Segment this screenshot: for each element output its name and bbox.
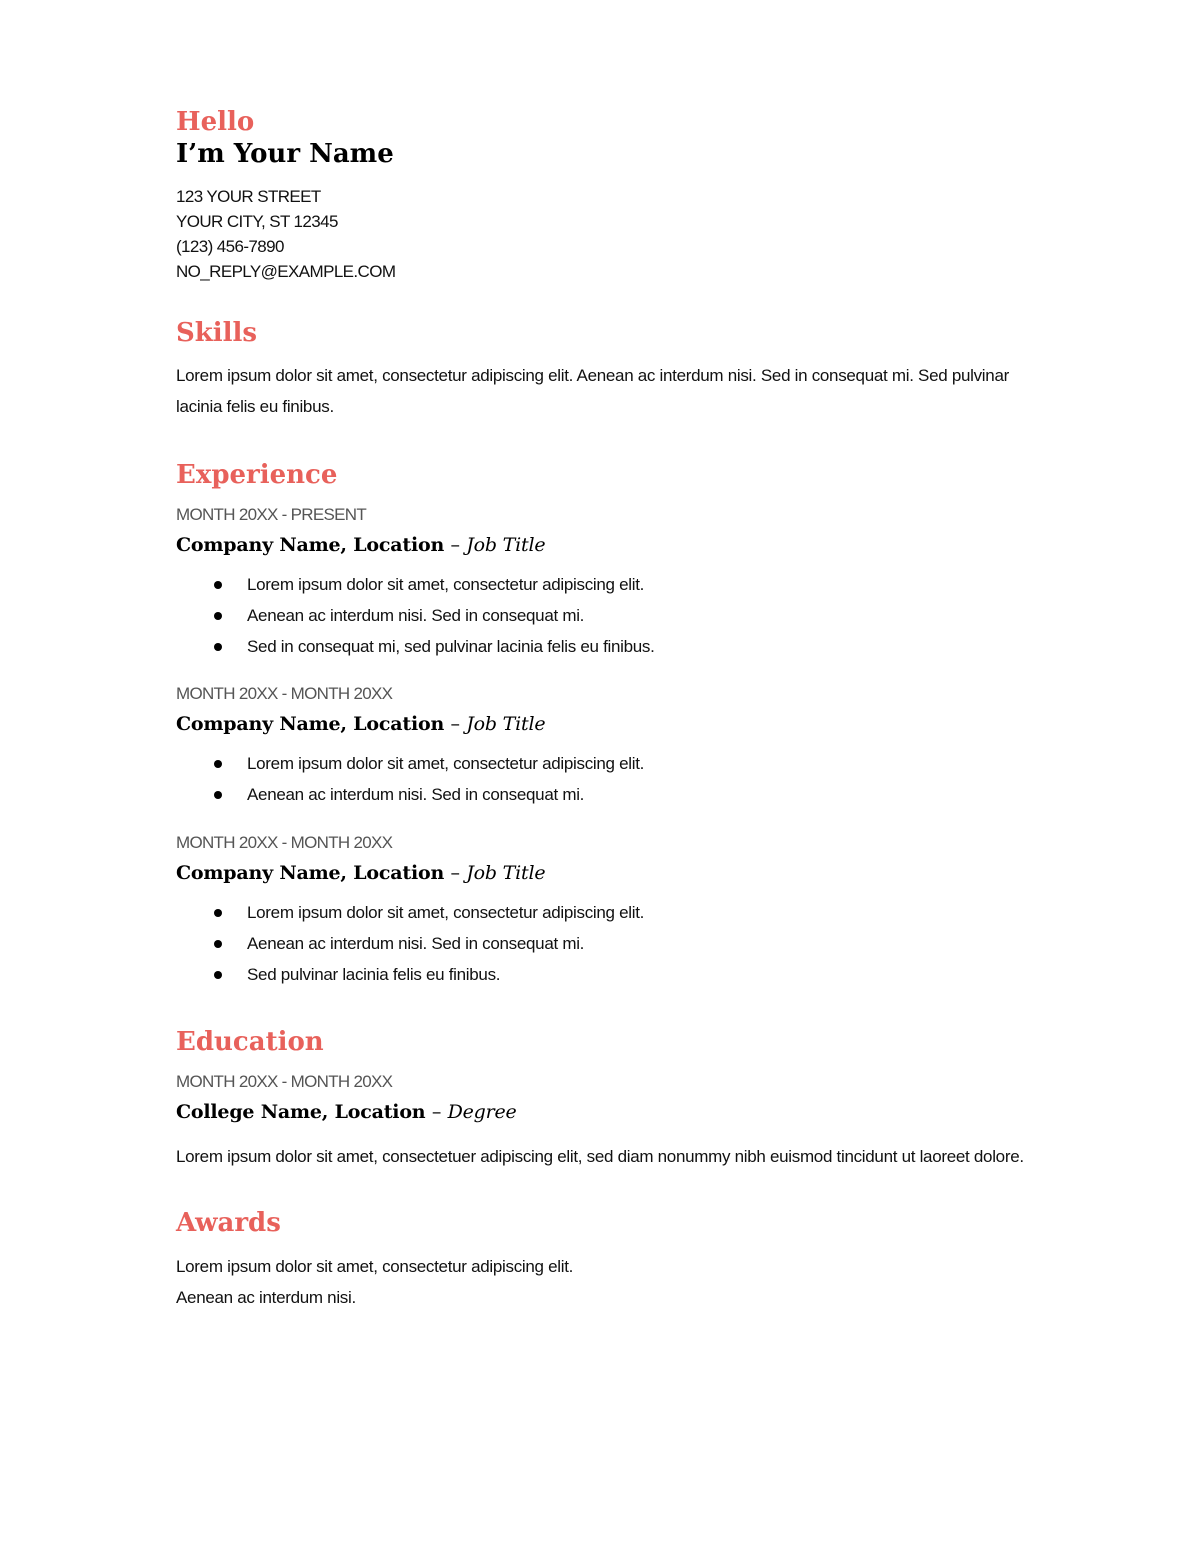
job-dash: –: [450, 534, 460, 556]
job-company: Company Name, Location: [176, 713, 445, 735]
job-bullet: [176, 600, 1036, 631]
experience-section: [176, 459, 1036, 990]
job-entry: [176, 499, 1036, 662]
education-degree: Degree: [447, 1101, 517, 1123]
job-title: Job Title: [466, 713, 546, 735]
awards-heading: Awards: [176, 1208, 281, 1238]
job-date: MONTH 20XX - MONTH 20XX: [176, 833, 393, 852]
job-bullet: [176, 569, 1036, 600]
contact-block: [176, 184, 1036, 284]
job-bullet: [176, 928, 1036, 959]
bullet-text: Sed pulvinar lacinia felis eu finibus.: [247, 965, 501, 984]
education-heading: Education: [176, 1027, 324, 1057]
job-dash: –: [450, 862, 460, 884]
bullet-text: Lorem ipsum dolor sit amet, consectetur adipiscing elit.: [247, 575, 645, 594]
job-bullets: [176, 569, 1036, 662]
job-title: Job Title: [466, 534, 546, 556]
job-company: Company Name, Location: [176, 534, 445, 556]
contact-street: 123 YOUR STREET: [176, 187, 321, 206]
resume-page: [176, 106, 1036, 1313]
job-title: Job Title: [466, 862, 546, 884]
job-bullets: [176, 748, 1036, 810]
job-role: [176, 858, 1036, 889]
job-role: [176, 530, 1036, 561]
skills-section: [176, 317, 1036, 422]
job-bullet: [176, 779, 1036, 810]
job-entry: [176, 678, 1036, 810]
bullet-dot-icon: [214, 909, 222, 917]
job-bullet: [176, 897, 1036, 928]
bullet-dot-icon: [214, 940, 222, 948]
bullet-text: Aenean ac interdum nisi. Sed in consequat mi.: [247, 934, 585, 953]
job-bullet: [176, 959, 1036, 990]
awards-list: [176, 1251, 1036, 1313]
contact-city: YOUR CITY, ST 12345: [176, 212, 338, 231]
job-date: MONTH 20XX - PRESENT: [176, 505, 367, 524]
bullet-dot-icon: [214, 791, 222, 799]
education-dash: –: [431, 1101, 442, 1123]
bullet-dot-icon: [214, 612, 222, 620]
bullet-text: Sed in consequat mi, sed pulvinar lacinia felis eu finibus.: [247, 637, 655, 656]
bullet-text: Aenean ac interdum nisi. Sed in consequat mi.: [247, 785, 585, 804]
education-section: [176, 1026, 1036, 1172]
job-bullet: [176, 631, 1036, 662]
job-bullets: [176, 897, 1036, 990]
education-role: [176, 1097, 1036, 1128]
bullet-dot-icon: [214, 581, 222, 589]
education-date: MONTH 20XX - MONTH 20XX: [176, 1072, 393, 1091]
resume-header: [176, 106, 1036, 284]
greeting-heading: Hello: [176, 107, 255, 137]
job-dash: –: [450, 713, 460, 735]
bullet-dot-icon: [214, 760, 222, 768]
job-company: Company Name, Location: [176, 862, 445, 884]
job-entry: [176, 827, 1036, 990]
job-date: MONTH 20XX - MONTH 20XX: [176, 684, 393, 703]
award-line: Aenean ac interdum nisi.: [176, 1288, 356, 1307]
name-heading: I’m Your Name: [176, 139, 394, 169]
education-text: Lorem ipsum dolor sit amet, consectetuer adipiscing elit, sed diam nonummy nibh euismod tincidunt ut laoreet dolore.: [176, 1147, 1024, 1166]
bullet-text: Aenean ac interdum nisi. Sed in consequat mi.: [247, 606, 585, 625]
contact-email: NO_REPLY@EXAMPLE.COM: [176, 262, 396, 281]
experience-heading: Experience: [176, 460, 338, 490]
job-role: [176, 709, 1036, 740]
skills-text: Lorem ipsum dolor sit amet, consectetur adipiscing elit. Aenean ac interdum nisi. Sed in consequat mi. Sed pulvinar lacinia felis eu finibus.: [176, 366, 1009, 416]
award-line: Lorem ipsum dolor sit amet, consectetur adipiscing elit.: [176, 1257, 574, 1276]
skills-heading: Skills: [176, 318, 258, 348]
education-school: College Name, Location: [176, 1101, 426, 1123]
bullet-dot-icon: [214, 643, 222, 651]
bullet-text: Lorem ipsum dolor sit amet, consectetur adipiscing elit.: [247, 754, 645, 773]
awards-section: [176, 1207, 1036, 1313]
contact-phone: (123) 456-7890: [176, 237, 284, 256]
bullet-dot-icon: [214, 971, 222, 979]
bullet-text: Lorem ipsum dolor sit amet, consectetur adipiscing elit.: [247, 903, 645, 922]
job-bullet: [176, 748, 1036, 779]
